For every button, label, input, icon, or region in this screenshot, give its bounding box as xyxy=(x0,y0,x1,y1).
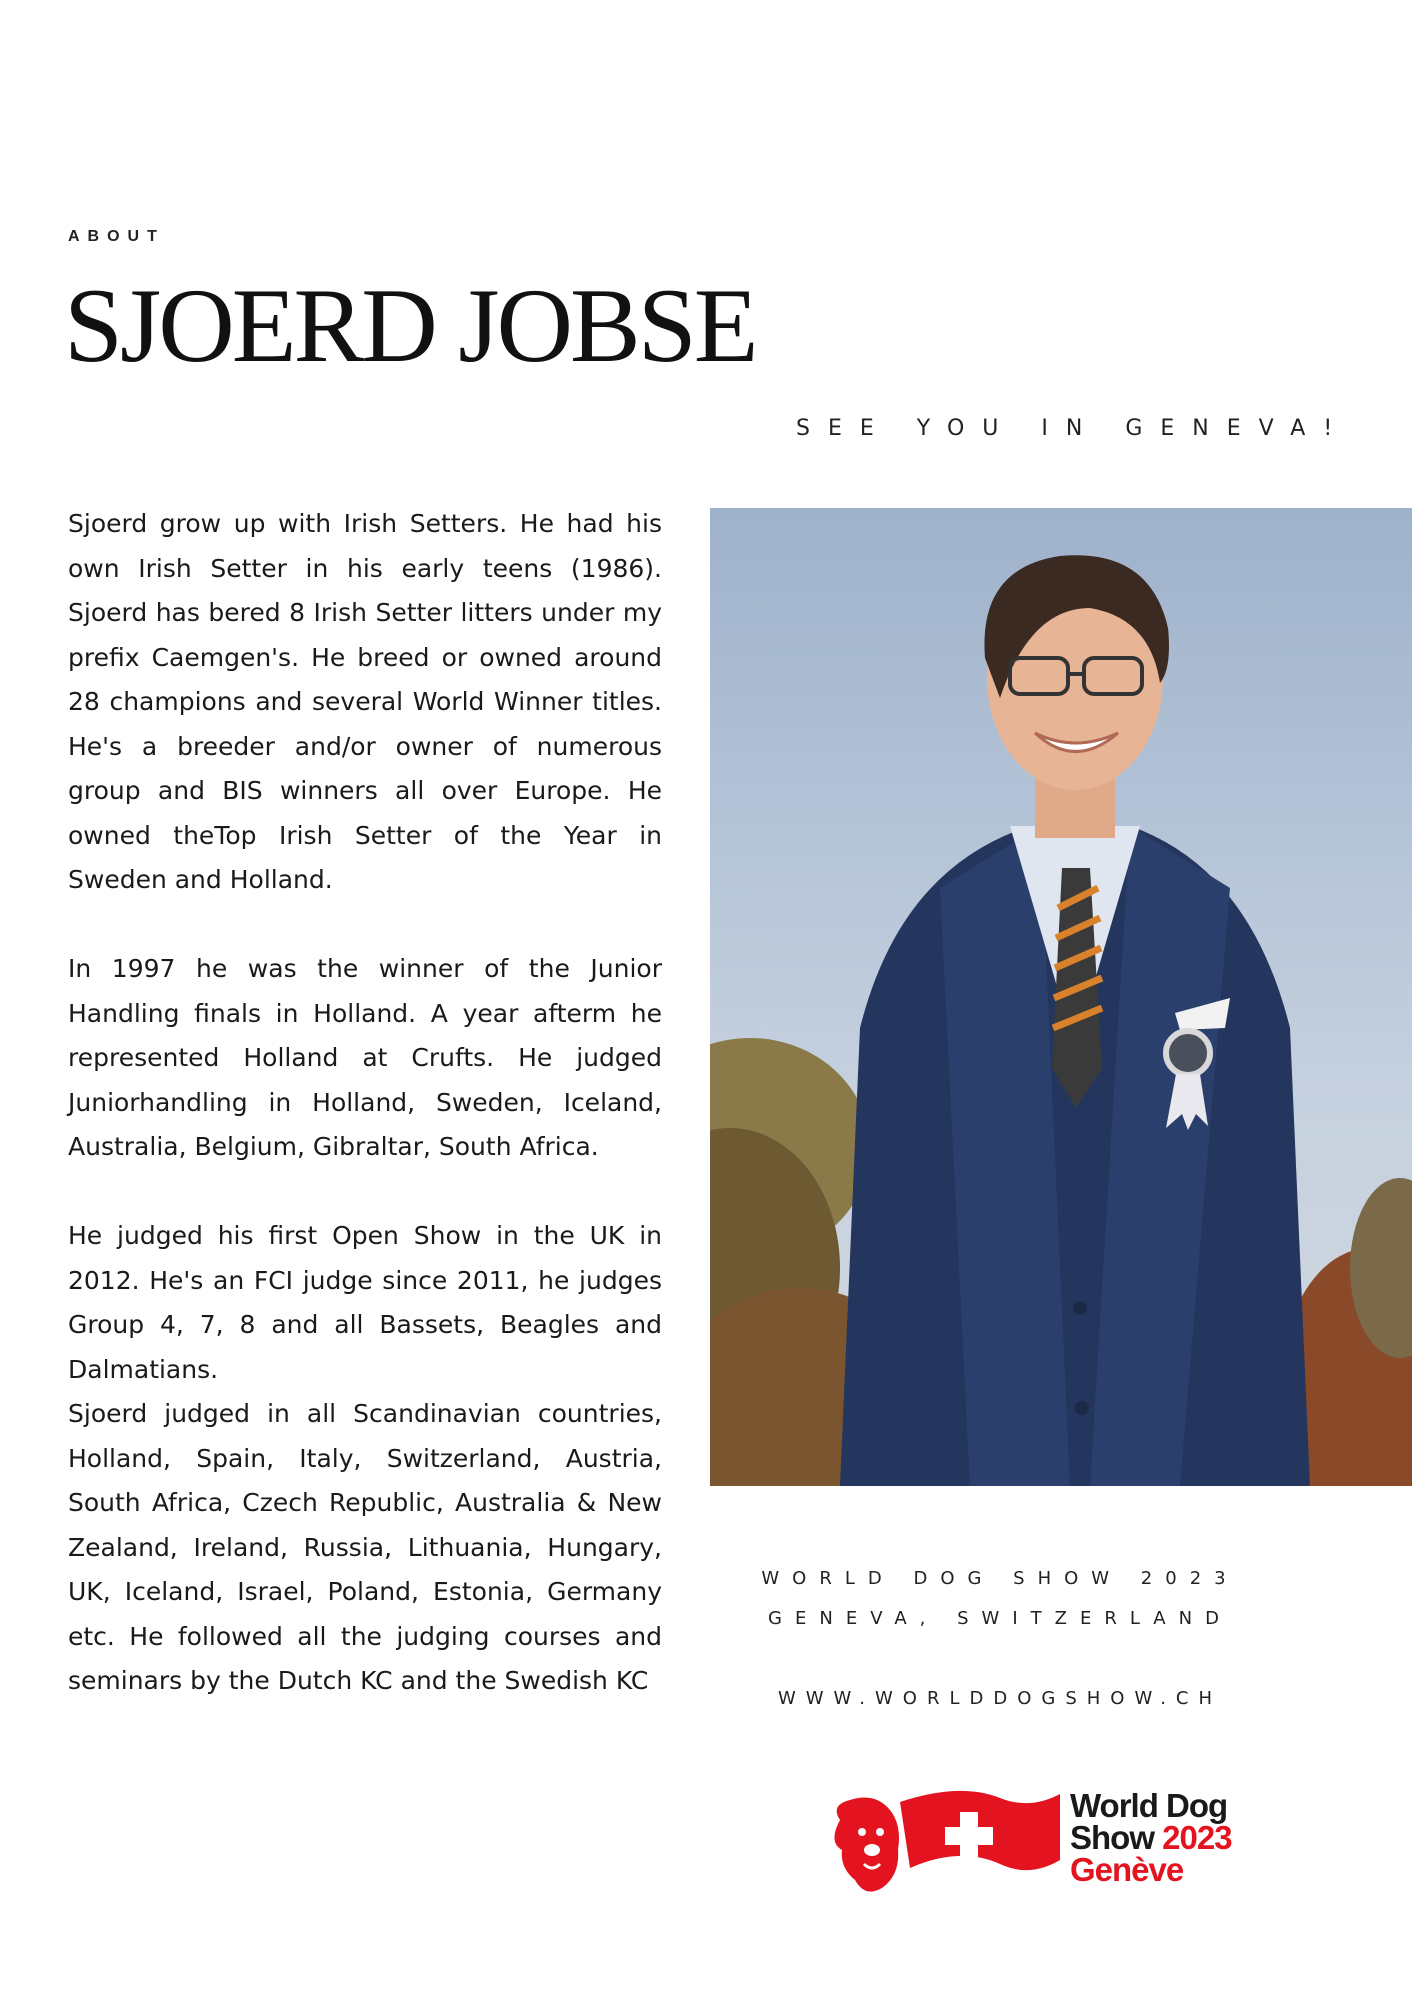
section-eyebrow: ABOUT xyxy=(68,228,165,245)
biography xyxy=(68,502,662,1704)
bio-paragraph-judging: He judged his first Open Show in the UK in 2012. He's an FCI judge since 2011, he judges Group 4, 7, 8 and all Bassets, Beagles and Dalmatians. xyxy=(68,1221,662,1384)
page-title: SJOERD JOBSE xyxy=(64,267,756,384)
bio-paragraph-handling: In 1997 he was the winner of the Junior Handling finals in Holland. A year afterm he represented Holland at Crufts. He judged Juniorhandling in Holland, Sweden, Iceland, Australia, Belgium, Gibraltar, South Africa. xyxy=(68,954,662,1161)
judge-portrait-photo xyxy=(710,508,1412,1486)
logo-wordmark: World Dog Show 2023 Genève xyxy=(1070,1787,1232,1888)
website-link[interactable]: WWW.WORLDDOGSHOW.CH xyxy=(777,1688,1223,1709)
bio-paragraph-countries: Sjoerd judged in all Scandinavian countries, Holland, Spain, Italy, Switzerland, Austria, South Africa, Czech Republic, Australia & New Zealand, Ireland, Russia, Lithuania, Hungary, UK, Iceland, Israel, Poland, Estonia, Germany etc. He followed all the judging courses and seminars by the Dutch KC and the Swedish KC xyxy=(68,1399,662,1695)
world-dog-show-logo xyxy=(820,1780,1260,1900)
event-name: WORLD DOG SHOW 2023 xyxy=(761,1568,1239,1589)
dog-flag-emblem-icon xyxy=(820,1780,1070,1900)
bio-paragraph-breeding: Sjoerd grow up with Irish Setters. He had his own Irish Setter in his early teens (1986). Sjoerd has bered 8 Irish Setter litters under my prefix Caemgen's. He breed or owned around 28 champions and several World Winner titles. He's a breeder and/or owner of numerous group and BIS winners all over Europe. He owned theTop Irish Setter of the Year in Sweden and Holland. xyxy=(68,509,662,894)
event-location: GENEVA, SWITZERLAND xyxy=(768,1608,1232,1629)
tagline: SEE YOU IN GENEVA! xyxy=(796,416,1351,441)
